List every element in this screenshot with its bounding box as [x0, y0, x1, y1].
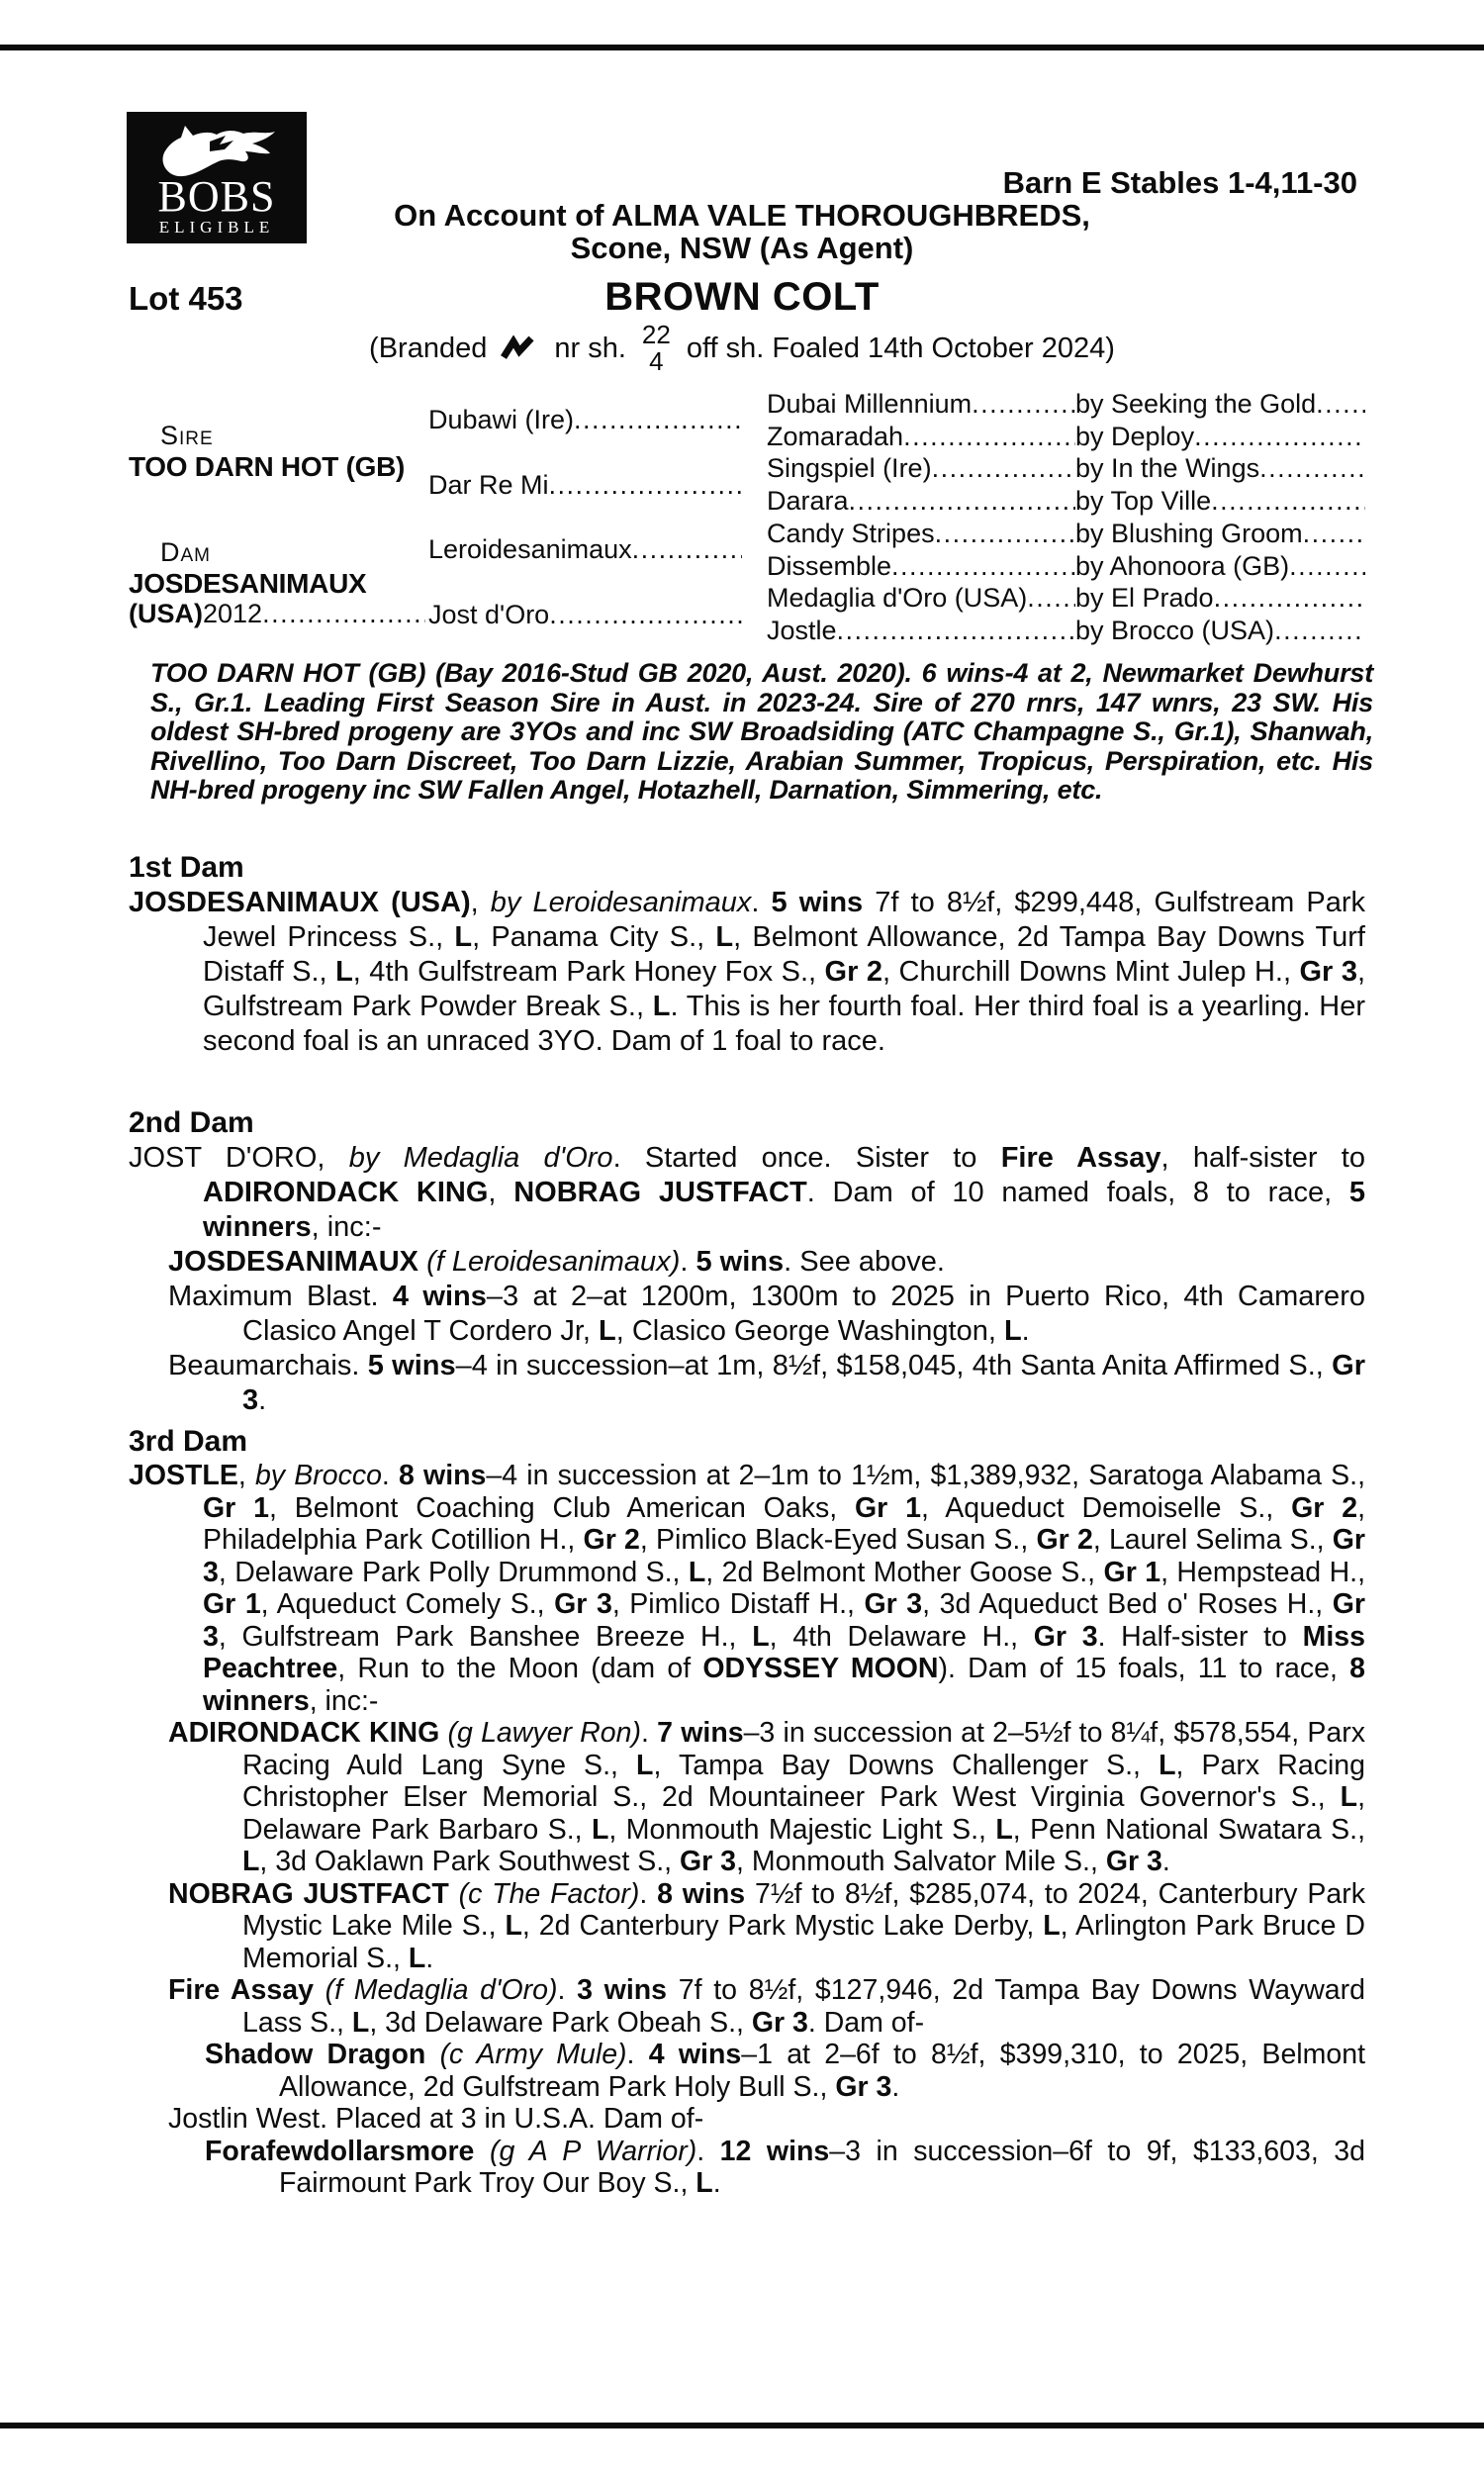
- pedigree-parent-cell: [428, 453, 742, 519]
- sired-by-cell: [1075, 453, 1365, 484]
- pedigree-paragraph: Maximum Blast. 4 wins–3 at 2–at 1200m, 1300m to 2025 in Puerto Rico, 4th Camarero Clasico Angel T Cordero Jr, L, Clasico George Washington, L.: [168, 1281, 1365, 1347]
- pedigree-row: [767, 388, 1365, 421]
- dam-section-heading: 3rd Dam: [129, 1425, 248, 1458]
- brand-mark-icon: [501, 335, 540, 361]
- brand-fraction: [642, 322, 671, 375]
- dot-leader: [262, 599, 425, 628]
- sired-by-cell: [1075, 583, 1365, 614]
- dot-leader: [574, 405, 742, 435]
- horse-name-cell: [767, 583, 1075, 614]
- dam-section-heading: 2nd Dam: [129, 1106, 254, 1139]
- sired-by-cell: [1075, 389, 1365, 420]
- horse-name-cell: [767, 389, 1075, 420]
- logo-subtext: ELIGIBLE: [158, 218, 275, 237]
- horse-name: Leroidesanimaux: [428, 534, 632, 565]
- dot-leader: [891, 551, 1075, 582]
- sired-by: by El Prado: [1075, 583, 1214, 614]
- sired-by-cell: [1075, 486, 1365, 517]
- dot-leader: [1289, 551, 1365, 582]
- sire-label: Sire: [160, 421, 214, 450]
- sired-by: by Seeking the Gold: [1075, 388, 1317, 419]
- sired-by: by Top Ville: [1075, 486, 1212, 517]
- pedigree-paragraph: JOSDESANIMAUX (f Leroidesanimaux). 5 wins. See above.: [168, 1246, 945, 1278]
- pedigree-paragraph: Beaumarchais. 5 wins–4 in succession–at 1m, 8½f, $158,045, 4th Santa Anita Affirmed S., Gr 3.: [168, 1350, 1365, 1416]
- dot-leader: [1194, 422, 1365, 452]
- horse-name: Jost d'Oro: [428, 599, 550, 629]
- dam-section-1: [129, 849, 1365, 1059]
- pedigree-paragraph: JOSTLE, by Brocco. 8 wins–4 in succession at 2–1m to 1½m, $1,389,932, Saratoga Alabama S., Gr 1, Belmont Coaching Club American Oaks, Gr 1, Aqueduct Demoiselle S., Gr 2, Philadelphia Park Cotillion H., Gr 2, Pimlico Black-Eyed Susan S., Gr 2, Laurel Selima S., Gr 3, Delaware Park Polly Drummond S., L, 2d Belmont Mother Goose S., Gr 1, Hempstead H., Gr 1, Aqueduct Comely S., Gr 3, Pimlico Distaff H., Gr 3, 3d Aqueduct Bed o' Roses H., Gr 3, Gulfstream Park Banshee Breeze H., L, 4th Delaware H., Gr 3. Half-sister to Miss Peachtree, Run to the Moon (dam of ODYSSEY MOON). Dam of 15 foals, 11 to race, 8 winners, inc:-: [129, 1460, 1366, 1717]
- pedigree-paragraph: NOBRAG JUSTFACT (c The Factor). 8 wins 7½f to 8½f, $285,074, to 2024, Canterbury Park Mystic Lake Mile S., L, 2d Canterbury Park Mystic Lake Derby, L, Arlington Park Bruce D Memorial S., L.: [168, 1877, 1365, 1974]
- dot-leader: [1214, 583, 1365, 614]
- brand-near-shoulder: nr sh.: [554, 332, 626, 364]
- dot-leader: [1274, 616, 1365, 646]
- top-rule: [0, 45, 1484, 50]
- bottom-rule: [0, 2423, 1484, 2428]
- pedigree-table: [129, 388, 1365, 647]
- horse-name: Medaglia d'Oro (USA): [767, 583, 1028, 614]
- sired-by-cell: [1075, 422, 1365, 452]
- pedigree-row: [767, 518, 1365, 550]
- brand-fraction-top: 22: [641, 320, 671, 349]
- pedigree-parent-cell: [428, 583, 742, 648]
- dot-leader: [549, 600, 742, 630]
- sired-by-cell: [1075, 519, 1365, 549]
- pedigree-grandparent-column: [428, 388, 742, 647]
- horse-name: Dar Re Mi: [428, 469, 549, 500]
- pedigree-row: [767, 550, 1365, 583]
- horse-name-cell: [767, 616, 1075, 646]
- pedigree-greatgrandparent-column: [767, 388, 1365, 647]
- dam-section-2: [129, 1104, 1365, 1418]
- horse-name-cell: [767, 551, 1075, 582]
- pedigree-parent-cell: [428, 518, 742, 583]
- pedigree-row: [767, 485, 1365, 518]
- horse-name: Singspiel (Ire): [767, 453, 932, 484]
- pedigree-paragraph: JOSDESANIMAUX (USA), by Leroidesanimaux. 5 wins 7f to 8½f, $299,448, Gulfstream Park Jewel Princess S., L, Panama City S., L, Belmont Allowance, 2d Tampa Bay Downs Turf Distaff S., L, 4th Gulfstream Park Honey Fox S., Gr 2, Churchill Downs Mint Julep H., Gr 3, Gulfstream Park Powder Break S., L. This is her fourth foal. Her third foal is a yearling. Her second foal is an unraced 3YO. Dam of 1 foal to race.: [129, 887, 1366, 1057]
- dot-leader: [1303, 519, 1365, 549]
- brand-prefix: (Branded: [369, 332, 488, 364]
- horse-name: Candy Stripes: [767, 518, 935, 548]
- horse-name-cell: [767, 422, 1075, 452]
- sired-by: by Brocco (USA): [1075, 616, 1275, 646]
- vendor-line: On Account of ALMA VALE THOROUGHBREDS,: [394, 198, 1090, 233]
- dot-leader: [1211, 486, 1365, 517]
- pedigree-parent-cell: [428, 388, 742, 453]
- sire-name: TOO DARN HOT (GB): [129, 451, 406, 482]
- sire-summary-paragraph: TOO DARN HOT (GB) (Bay 2016-Stud GB 2020, Aust. 2020). 6 wins-4 at 2, Newmarket Dewhurst S., Gr.1. Leading First Season Sire in Aust. in 2023-24. Sire of 270 rnrs, 147 wnrs, 23 SW. His oldest SH-bred progeny are 3YOs and inc SW Broadsiding (ATC Champagne S., Gr.1), Shanwah, Rivellino, Too Darn Discreet, Too Darn Lizzie, Arabian Summer, Tropicus, Perspiration, etc. His NH-bred progeny inc SW Fallen Angel, Hotazhell, Darnation, Simmering, etc.: [150, 658, 1373, 805]
- dot-leader: [632, 534, 742, 565]
- dot-leader: [1259, 453, 1365, 484]
- sired-by-cell: [1075, 551, 1365, 582]
- sired-by: by Ahonoora (GB): [1075, 550, 1290, 581]
- horse-name: Jostle: [767, 616, 837, 646]
- sire-block: [129, 388, 425, 515]
- dot-leader: [903, 422, 1075, 452]
- dot-leader: [932, 453, 1075, 484]
- dam-label: Dam: [160, 537, 211, 567]
- horse-name: Dubawi (Ire): [428, 405, 575, 435]
- lot-number: Lot 453: [129, 280, 243, 317]
- logo-wordmark: BOBS: [157, 172, 276, 221]
- sired-by-cell: [1075, 616, 1365, 646]
- dot-leader: [935, 519, 1075, 549]
- dot-leader: [1027, 583, 1075, 614]
- sired-by: by In the Wings: [1075, 453, 1260, 484]
- sired-by: by Deploy: [1075, 421, 1195, 451]
- dot-leader: [849, 486, 1075, 517]
- horse-name: Darara: [767, 486, 849, 517]
- pedigree-paragraph: Jostlin West. Placed at 3 in U.S.A. Dam of-: [168, 2103, 704, 2135]
- brand-description: [0, 322, 1484, 375]
- horse-name: Dubai Millennium: [767, 388, 973, 419]
- pedigree-row: [767, 453, 1365, 486]
- horse-name: Zomaradah: [767, 421, 904, 451]
- dam-name: JOSDESANIMAUX: [129, 568, 367, 599]
- pedigree-row: [767, 421, 1365, 453]
- brand-suffix: off sh. Foaled 14th October 2024): [686, 332, 1115, 364]
- horse-name-cell: [767, 453, 1075, 484]
- page-title: BROWN COLT: [604, 275, 880, 319]
- barn-allocation: Barn E Stables 1-4,11-30: [1002, 165, 1357, 200]
- dot-leader: [837, 616, 1075, 646]
- horse-name: Dissemble: [767, 550, 892, 581]
- horse-name-cell: [767, 486, 1075, 517]
- pedigree-paragraph: Fire Assay (f Medaglia d'Oro). 3 wins 7f to 8½f, $127,946, 2d Tampa Bay Downs Wayward Lass S., L, 3d Delaware Park Obeah S., Gr 3. Dam of-: [168, 1974, 1365, 2039]
- sired-by: by Blushing Groom: [1075, 518, 1303, 548]
- horse-name-cell: [767, 519, 1075, 549]
- brand-fraction-bottom: 4: [649, 346, 664, 376]
- pedigree-paragraph: Shadow Dragon (c Army Mule). 4 wins–1 at 2–6f to 8½f, $399,310, to 2025, Belmont Allowance, 2d Gulfstream Park Holy Bull S., Gr 3.: [205, 2039, 1365, 2103]
- vendor-location: Scone, NSW (As Agent): [570, 231, 914, 265]
- dam-section-3: [129, 1423, 1365, 2200]
- pedigree-paragraph: ADIRONDACK KING (g Lawyer Ron). 7 wins–3 in succession at 2–5½f to 8¼f, $578,554, Parx Racing Auld Lang Syne S., L, Tampa Bay Downs Challenger S., L, Parx Racing Christopher Elser Memorial S., 2d Mountaineer Park West Virginia Governor's S., L, Delaware Park Barbaro S., L, Monmouth Majestic Light S., L, Penn National Swatara S., L, 3d Oaklawn Park Southwest S., Gr 3, Monmouth Salvator Mile S., Gr 3.: [168, 1717, 1365, 1877]
- dot-leader: [549, 470, 742, 501]
- pedigree-paragraph: JOST D'ORO, by Medaglia d'Oro. Started once. Sister to Fire Assay, half-sister to ADIRONDACK KING, NOBRAG JUSTFACT. Dam of 10 named foals, 8 to race, 5 winners, inc:-: [129, 1142, 1366, 1243]
- dam-year: (USA) 2012 .....: [129, 599, 425, 628]
- dam-block: [129, 519, 425, 647]
- dot-leader: [972, 389, 1075, 420]
- pedigree-parents-labels: [129, 388, 425, 647]
- dam-section-heading: 1st Dam: [129, 851, 244, 884]
- pedigree-paragraph: Forafewdollarsmore (g A P Warrior). 12 wins–3 in succession–6f to 9f, $133,603, 3d Fairmount Park Troy Our Boy S., L.: [205, 2135, 1365, 2199]
- pedigree-row: [767, 583, 1365, 616]
- pedigree-row: [767, 615, 1365, 647]
- dot-leader: [1316, 389, 1365, 420]
